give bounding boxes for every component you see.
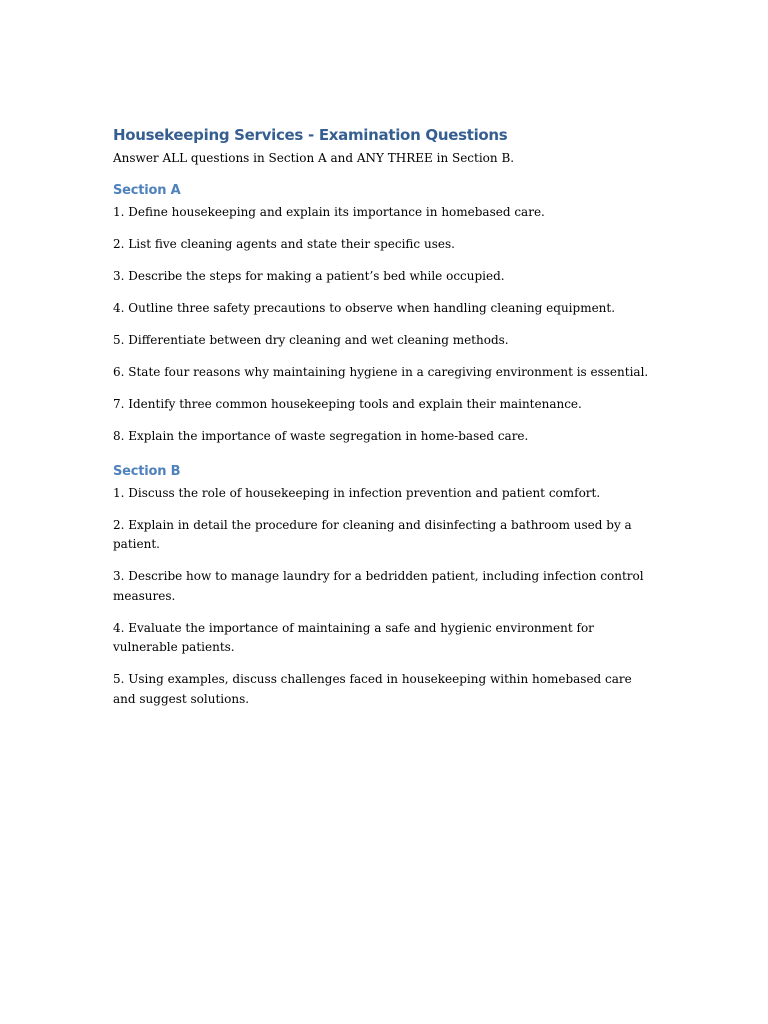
section-a-question-4: 4. Outline three safety precautions to observe when handling cleaning equipment. (113, 301, 616, 315)
section-a-question-7: 7. Identify three common housekeeping tools and explain their maintenance. (113, 397, 582, 411)
section-a-question-1: 1. Define housekeeping and explain its importance in homebased care. (113, 205, 545, 219)
section-b-question-list (113, 484, 653, 710)
document-page (113, 124, 653, 709)
section-a-heading: Section A (113, 183, 181, 198)
document-title: Housekeeping Services - Examination Questions (113, 126, 508, 144)
section-a-question-3: 3. Describe the steps for making a patient’s bed while occupied. (113, 269, 505, 283)
section-b-heading: Section B (113, 463, 181, 479)
exam-instructions: Answer ALL questions in Section A and ANY THREE in Section B. (113, 151, 515, 165)
section-a-question-list (113, 203, 653, 447)
section-b-question-4: 4. Evaluate the importance of maintaining a safe and hygienic environment for vulnerable patients. (113, 620, 594, 654)
section-b-question-3: 3. Describe how to manage laundry for a bedridden patient, including infection control measures. (113, 569, 644, 603)
section-b-question-2: 2. Explain in detail the procedure for cleaning and disinfecting a bathroom used by a patient. (113, 517, 632, 551)
section-a-question-2: 2. List five cleaning agents and state their specific uses. (113, 237, 455, 251)
section-b-question-5: 5. Using examples, discuss challenges faced in housekeeping within homebased care and suggest solutions. (113, 672, 632, 706)
section-b-question-1: 1. Discuss the role of housekeeping in infection prevention and patient comfort. (113, 485, 601, 500)
section-a-question-5: 5. Differentiate between dry cleaning and wet cleaning methods. (113, 333, 509, 347)
section-a-question-6: 6. State four reasons why maintaining hygiene in a caregiving environment is essential. (113, 365, 649, 379)
section-a-question-8: 8. Explain the importance of waste segregation in home-based care. (113, 429, 529, 443)
